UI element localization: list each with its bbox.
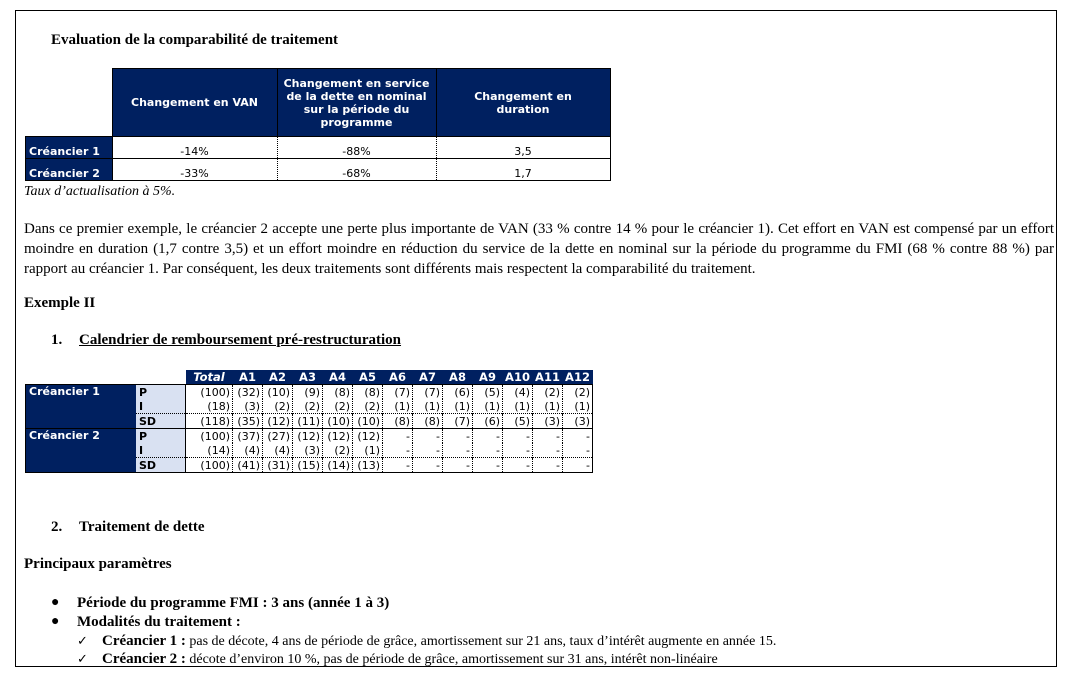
cell-value: 3,5 [436,137,610,159]
cell-value: - [503,458,533,473]
cell-value: (3) [533,414,563,429]
cell-value: (15) [293,458,323,473]
cell-value: (2) [263,399,293,414]
col-year: A9 [473,370,503,385]
table-body [26,385,593,473]
cell-value: (27) [263,429,293,444]
bullet-item [16,614,1016,634]
document-page [15,10,1057,667]
bullet-text: Modalités du traitement : [77,614,241,630]
cell-total: (118) [186,414,233,429]
cell-total: (18) [186,399,233,414]
cell-value: (1) [473,399,503,414]
cell-value: (41) [233,458,263,473]
sub-bullet-item [16,633,1046,651]
item2-heading [51,519,205,536]
cell-value: - [443,443,473,458]
cell-value: (10) [353,414,383,429]
cell-value: (1) [413,399,443,414]
row-type-label: P [136,385,186,400]
checkmark-icon: ✓ [77,651,88,666]
table-row [26,137,611,159]
table-row [26,385,593,400]
cell-value: (2) [563,385,593,400]
cell-value: - [503,429,533,444]
cell-total: (14) [186,443,233,458]
cell-value: (2) [353,399,383,414]
table-header-row [26,69,611,137]
cell-value: - [533,458,563,473]
cell-value: (4) [233,443,263,458]
params-title: Principaux paramètres [24,556,172,572]
cell-value: (8) [383,414,413,429]
cell-value: - [413,458,443,473]
cell-value: (14) [323,458,353,473]
cell-value: (1) [563,399,593,414]
cell-value: (9) [293,385,323,400]
table-row [26,429,593,444]
bullet-text: Période du programme FMI : 3 ans (année 1 à 3) [77,595,390,611]
cell-value: (4) [503,385,533,400]
header-service-dette: Changement en service de la dette en nominal sur la période du programme [277,69,436,137]
cell-value: (3) [563,414,593,429]
header-van: Changement en VAN [112,69,277,137]
cell-total: (100) [186,429,233,444]
cell-value: (8) [353,385,383,400]
item1-heading [51,332,401,349]
cell-value: -68% [277,159,436,181]
col-year: A3 [293,370,323,385]
cell-value: (12) [323,429,353,444]
col-year: A10 [503,370,533,385]
paragraph: Dans ce premier exemple, le créancier 2 accepte une perte plus importante de VAN (33 % contre 14 % pour le créancier 1). Cet effort en VAN est compensé par un effort moindre en duration (1,7 contre 3,5) et un effort moindre en réduction du service de la dette en nominal sur la période du programme du FMI (68 % contre 88 %) par rapport au créancier 1. Par conséquent, les deux traitements sont différents mais respectent la comparabilité du traitement. [24,221,1054,277]
cell-value: - [533,443,563,458]
sub-bullet-label: Créancier 1 : [102,633,186,649]
cell-value: - [383,458,413,473]
cell-value: (2) [323,443,353,458]
cell-value: (12) [353,429,383,444]
bullet-icon: ● [51,595,60,610]
col-year: A4 [323,370,353,385]
cell-value: (10) [323,414,353,429]
cell-value: (5) [503,414,533,429]
bullet-item [16,595,1016,615]
creditor-label: Créancier 2 [26,429,137,473]
table-note: Taux d’actualisation à 5%. [24,184,176,199]
cell-value: 1,7 [436,159,610,181]
cell-value: (35) [233,414,263,429]
cell-value: (1) [383,399,413,414]
table-row [26,159,611,181]
sub-bullet-text: décote d’environ 10 %, pas de période de grâce, amortissement sur 31 ans, intérêt non-linéaire [185,652,718,667]
col-total: Total [186,370,233,385]
cell-value: (37) [233,429,263,444]
cell-value: -88% [277,137,436,159]
cell-value: - [563,458,593,473]
cell-value: (12) [263,414,293,429]
col-year: A6 [383,370,413,385]
cell-value: (1) [533,399,563,414]
cell-value: - [473,429,503,444]
cell-total: (100) [186,458,233,473]
col-year: A8 [443,370,473,385]
cell-value: (1) [443,399,473,414]
cell-value: -33% [112,159,277,181]
row-type-label: I [136,399,186,414]
cell-value: (3) [233,399,263,414]
row-type-label: SD [136,414,186,429]
cell-value: (6) [443,385,473,400]
row-type-label: SD [136,458,186,473]
cell-value: (12) [293,429,323,444]
cell-value: (6) [473,414,503,429]
checkmark-icon: ✓ [77,633,88,648]
cell-value: - [413,429,443,444]
cell-value: (2) [533,385,563,400]
cell-value: - [473,443,503,458]
sub-bullet-item [16,651,1046,669]
section-title: Evaluation de la comparabilité de traitement [51,32,339,48]
cell-value: (32) [233,385,263,400]
cell-value: (13) [353,458,383,473]
cell-value: (10) [263,385,293,400]
cell-value: (2) [293,399,323,414]
cell-value: - [533,429,563,444]
cell-value: (31) [263,458,293,473]
col-year: A11 [533,370,563,385]
sub-bullet-label: Créancier 2 : [102,651,186,667]
comparability-table [25,68,611,181]
repayment-schedule-table [25,370,593,473]
creditor-label: Créancier 1 [26,385,137,429]
row-label: Créancier 2 [26,159,113,181]
col-year: A1 [233,370,263,385]
cell-value: - [443,458,473,473]
cell-value: (5) [473,385,503,400]
item2-title: Traitement de dette [79,519,205,535]
col-year: A12 [563,370,593,385]
cell-value: - [563,429,593,444]
cell-value: (1) [503,399,533,414]
item1-title: Calendrier de remboursement pré-restructuration [79,332,402,348]
item2-number: 2. [51,519,63,535]
cell-value: (2) [323,399,353,414]
cell-value: (11) [293,414,323,429]
cell-value: - [383,443,413,458]
row-type-label: P [136,429,186,444]
cell-value: (7) [443,414,473,429]
cell-value: (8) [413,414,443,429]
cell-value: -14% [112,137,277,159]
item1-number: 1. [51,332,63,348]
cell-value: (7) [413,385,443,400]
row-label: Créancier 1 [26,137,113,159]
table-header-row [26,370,593,385]
cell-value: - [503,443,533,458]
cell-value: (3) [293,443,323,458]
row-type-label: I [136,443,186,458]
header-duration: Changement en duration [436,69,610,137]
sub-bullet-text: pas de décote, 4 ans de période de grâce, amortissement sur 21 ans, taux d’intérêt augmente en année 15. [185,634,777,649]
example-title: Exemple II [24,295,96,311]
cell-value: (7) [383,385,413,400]
cell-total: (100) [186,385,233,400]
col-year: A2 [263,370,293,385]
cell-value: (8) [323,385,353,400]
cell-value: - [413,443,443,458]
cell-value: - [443,429,473,444]
cell-value: (1) [353,443,383,458]
cell-value: (4) [263,443,293,458]
col-year: A7 [413,370,443,385]
cell-value: - [473,458,503,473]
cell-value: - [563,443,593,458]
bullet-icon: ● [51,614,60,629]
cell-value: - [383,429,413,444]
col-year: A5 [353,370,383,385]
